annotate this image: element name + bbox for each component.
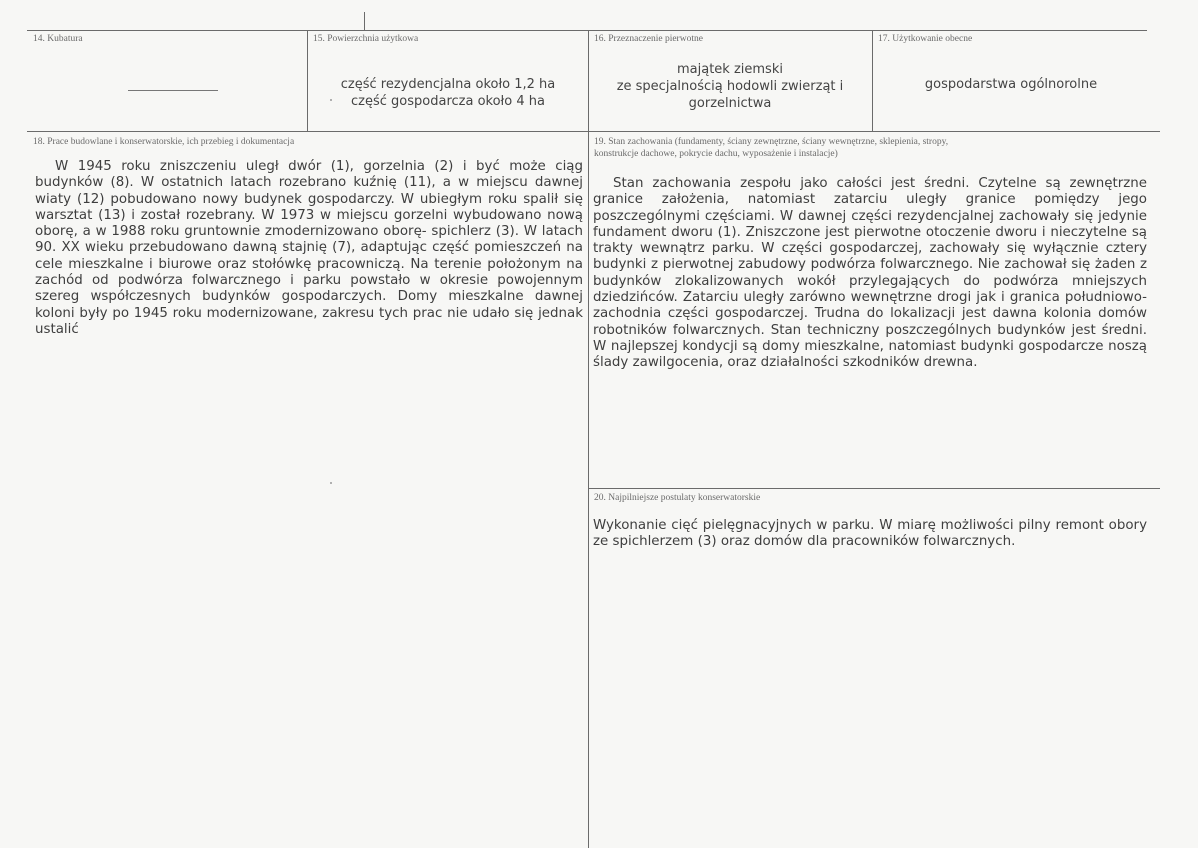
scan-speck [330, 482, 332, 484]
przeznaczenie-value-2: ze specjalnością hodowli zwierząt i [616, 79, 844, 94]
uzytkowanie-label: 17. Użytkowanie obecne [878, 34, 973, 44]
scan-speck [330, 99, 332, 101]
prace-budowlane-text: W 1945 roku zniszczeniu uległ dwór (1), gorzelnia (2) i być może ciąg budynków (8). W ostatnich latach rozebrano kuźnię (11), a w miejscu dawnej wiaty (12) pobudowano nowy budynek gospodarczy. W ubiegłym roku spalił się warsztat (13) i został rozebrany. W 1973 w miejscu gorzelni wybudowano nową oborę, a w 1988 roku gruntownie zmodernizowano oborę- spichlerz (3). W latach 90. XX wieku przebudowano dawną stajnię (7), adaptując część pomieszczeń na cele mieszkalne i biurowe oraz stołówkę pracowniczą. Na terenie położonym na zachód od podwórza folwarcznego i parku powstało w okresie powojennym szereg współczesnych budynków gospodarczych. Domy mieszkalne dawnej koloni były po 1945 roku modernizowane, zakresu tych prac nie udało się jednak ustalić [35, 159, 583, 337]
powierzchnia-value-2: część gospodarcza około 4 ha [351, 94, 545, 109]
przeznaczenie-label: 16. Przeznaczenie pierwotne [594, 34, 703, 44]
uzytkowanie-value: gospodarstwa ogólnorolne [924, 77, 1098, 92]
powierzchnia-label: 15. Powierzchnia użytkowa [313, 34, 419, 44]
col-divider-3 [872, 30, 873, 131]
przeznaczenie-value-1: majątek ziemski [677, 62, 783, 77]
row-divider [27, 131, 1160, 132]
col-divider-2 [588, 30, 589, 848]
section-20-divider [588, 488, 1160, 489]
col-divider-1 [307, 30, 308, 131]
top-tick [364, 12, 365, 30]
prace-budowlane-label: 18. Prace budowlane i konserwatorskie, ich przebieg i dokumentacja [33, 137, 295, 147]
kubatura-label: 14. Kubatura [33, 34, 83, 44]
kubatura-empty-value [128, 90, 218, 91]
przeznaczenie-value-3: gorzelnictwa [688, 96, 772, 111]
postulaty-label: 20. Najpilniejsze postulaty konserwatorskie [594, 493, 761, 503]
stan-zachowania-label-2: konstrukcje dachowe, pokrycie dachu, wyposażenie i instalacje) [594, 149, 838, 159]
postulaty-text: Wykonanie cięć pielęgnacyjnych w parku. W miarę możliwości pilny remont obory ze spichlerzem (3) oraz domów dla pracowników folwarcznych. [593, 518, 1147, 550]
top-border [27, 30, 1147, 31]
stan-zachowania-text: Stan zachowania zespołu jako całości jest średni. Czytelne są zewnętrzne granice założenia, natomiast zatarciu uległy granice pomiędzy jego poszczególnymi częściami. W dawnej części rezydencjalnej zachowały się jedynie fundament dworu (1). Zniszczone jest pierwotne otoczenie dworu i nieczytelne są trakty wewnątrz parku. W części gospodarczej, zachowały się wyłącznie cztery budynki z pierwotnej zabudowy podwórza folwarcznego. Nie zachował się żaden z budynków zlokalizowanych wokół przylegających do podwórza mniejszych dziedzińców. Zatarciu uległy zarówno wewnętrzne drogi jak i granica południowo- zachodnia części gospodarczej. Trudna do lokalizacji jest dawna kolonia domów robotników folwarcznych. Stan techniczny poszczególnych budynków jest średni. W najlepszej kondycji są domy mieszkalne, natomiast budynki gospodarcze noszą ślady zawilgocenia, oraz działalności szkodników drewna. [593, 176, 1147, 371]
stan-zachowania-label-1: 19. Stan zachowania (fundamenty, ściany zewnętrzne, ściany wewnętrzne, sklepienia, stropy, [594, 137, 949, 147]
powierzchnia-value-1: część rezydencjalna około 1,2 ha [340, 77, 556, 92]
